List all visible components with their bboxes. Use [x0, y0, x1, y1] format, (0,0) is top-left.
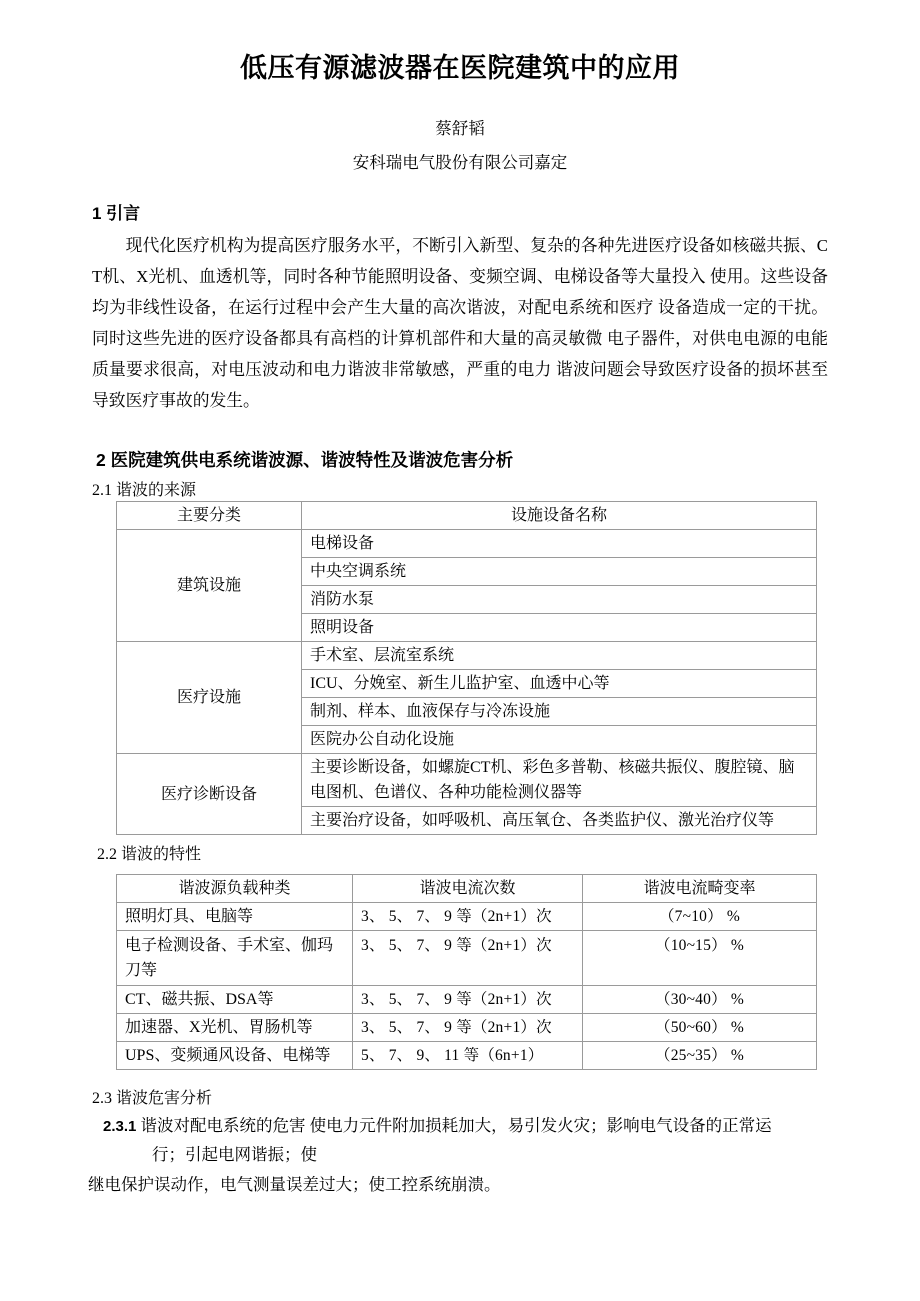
paragraph-2-3-1-text: 谐波对配电系统的危害 使电力元件附加损耗加大，易引发火灾；影响电气设备的正常运: [140, 1116, 772, 1135]
heading-section-2: 2 医院建筑供电系统谐波源、谐波特性及谐波危害分析: [96, 450, 514, 470]
equipment-cell: 制剂、样本、血液保存与冷冻设施: [302, 698, 817, 726]
harmonic-sources-table: [116, 501, 817, 835]
harmonic-order-cell: 3、 5、 7、 9 等（2n+1）次: [353, 1014, 583, 1042]
column-header-category: 主要分类: [117, 502, 302, 530]
table-row: [117, 530, 817, 558]
heading-section-2-3: 2.3 谐波危害分析: [92, 1090, 213, 1107]
load-type-cell: 照明灯具、电脑等: [117, 903, 353, 931]
distortion-rate-cell: （10~15） %: [583, 931, 817, 986]
load-type-cell: UPS、变频通风设备、电梯等: [117, 1042, 353, 1070]
paragraph-2-3-1-tail: 继电保护误动作，电气测量误差过大；使工控系统崩溃。: [88, 1175, 501, 1194]
author-name: 蔡舒韬: [435, 119, 485, 138]
harmonic-order-cell: 5、 7、 9、 11 等（6n+1）: [353, 1042, 583, 1070]
load-type-cell: 加速器、X光机、胃肠机等: [117, 1014, 353, 1042]
distortion-rate-cell: （7~10） %: [583, 903, 817, 931]
table-row: [117, 754, 817, 807]
equipment-cell: 照明设备: [302, 614, 817, 642]
heading-section-2-1: 2.1 谐波的来源: [92, 482, 197, 499]
equipment-cell: 医院办公自动化设施: [302, 726, 817, 754]
heading-section-2-2: 2.2 谐波的特性: [97, 846, 202, 863]
table-row: [117, 931, 817, 986]
introduction-paragraph: 现代化医疗机构为提高医疗服务水平，不断引入新型、复杂的各种先进医疗设备如核磁共振、CT机、X光机、血透机等，同时各种节能照明设备、变频空调、电梯设备等大量投入 使用。这些设备均为非线性设备，在运行过程中会产生大量的高次谐波，对配电系统和医疗 设备造成一定的干扰。同时这些先进的医疗设备都具有高档的计算机部件和大量的高灵敏微 电子器件，对供电电源的电能质量要求很高，对电压波动和电力谐波非常敏感，严重的电力 谐波问题会导致医疗设备的损坏甚至导致医疗事故的发生。: [92, 236, 828, 410]
paragraph-2-3-1-continued: 行；引起电网谐振；使: [152, 1145, 317, 1164]
category-cell-diagnostic-equipment: 医疗诊断设备: [117, 754, 302, 835]
equipment-cell: 主要诊断设备，如螺旋CT机、彩色多普勒、核磁共振仪、腹腔镜、脑电图机、色谱仪、各种功能检测仪器等: [302, 754, 817, 807]
paragraph-number: 2.3.1: [103, 1118, 137, 1135]
distortion-rate-cell: （30~40） %: [583, 986, 817, 1014]
table-row: [117, 1014, 817, 1042]
equipment-cell: 消防水泵: [302, 586, 817, 614]
harmonic-characteristics-table: [116, 874, 817, 1070]
column-header-harmonic-order: 谐波电流次数: [353, 875, 583, 903]
equipment-cell: 手术室、层流室系统: [302, 642, 817, 670]
table-header-row: [117, 502, 817, 530]
load-type-cell: 电子检测设备、手术室、伽玛刀等: [117, 931, 353, 986]
paragraph-2-3-1: [103, 1111, 772, 1141]
equipment-cell: ICU、分娩室、新生儿监护室、血透中心等: [302, 670, 817, 698]
equipment-cell: 中央空调系统: [302, 558, 817, 586]
column-header-distortion-rate: 谐波电流畸变率: [583, 875, 817, 903]
harmonic-order-cell: 3、 5、 7、 9 等（2n+1）次: [353, 931, 583, 986]
harmonic-order-cell: 3、 5、 7、 9 等（2n+1）次: [353, 903, 583, 931]
distortion-rate-cell: （50~60） %: [583, 1014, 817, 1042]
load-type-cell: CT、磁共振、DSA等: [117, 986, 353, 1014]
harmonic-order-cell: 3、 5、 7、 9 等（2n+1）次: [353, 986, 583, 1014]
category-cell-medical-facility: 医疗设施: [117, 642, 302, 754]
table-row: [117, 903, 817, 931]
column-header-load-type: 谐波源负载种类: [117, 875, 353, 903]
equipment-cell: 主要治疗设备，如呼吸机、高压氧仓、各类监护仪、激光治疗仪等: [302, 807, 817, 835]
table-header-row: [117, 875, 817, 903]
equipment-cell: 电梯设备: [302, 530, 817, 558]
author-affiliation: 安科瑞电气股份有限公司嘉定: [352, 153, 568, 172]
table-row: [117, 642, 817, 670]
distortion-rate-cell: （25~35） %: [583, 1042, 817, 1070]
heading-introduction: 1 引言: [92, 204, 141, 223]
page-title: 低压有源滤波器在医院建筑中的应用: [240, 53, 680, 83]
table-row: [117, 1042, 817, 1070]
category-cell-building: 建筑设施: [117, 530, 302, 642]
table-row: [117, 986, 817, 1014]
column-header-equipment: 设施设备名称: [302, 502, 817, 530]
